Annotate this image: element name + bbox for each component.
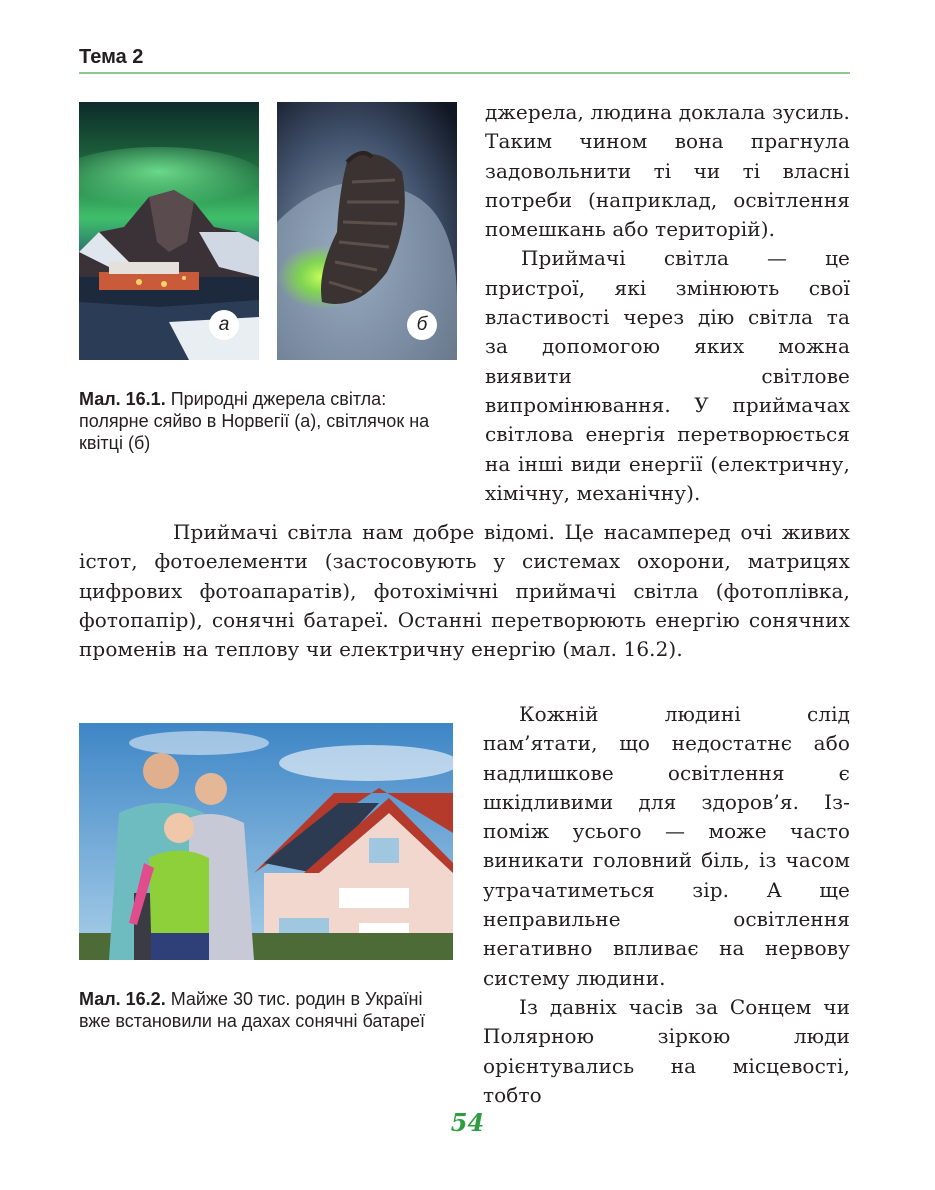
figure-16-2-caption: [79, 988, 429, 1032]
figure-16-1-text: Природні джерела світла: полярне сяйво в Норвегії (а), світлячок на квітці (б): [79, 389, 430, 453]
badge-b: б: [407, 310, 437, 340]
page-number: 54: [450, 1108, 485, 1137]
paragraph-1: джерела, людина доклала зусиль. Таким чином вона прагнула задовольнити ті чи ті власні потреби (наприклад, освітлення помешкань або територій).: [485, 100, 850, 242]
full-width-paragraph: [79, 518, 850, 664]
figure-16-2-text: Майже 30 тис. родин в Україні вже встановили на дахах сонячні батареї: [79, 989, 426, 1031]
figure-16-1-caption: [79, 388, 449, 454]
topic-label: Тема 2: [79, 46, 144, 68]
aurora-photo: [79, 102, 259, 360]
paragraph-4: Кожній людині слід пам’ятати, що недостатнє або надлишкове освітлення є шкідливими для здоров’я. Із-поміж усього — може часто виникати головний біль, із часом утрачатиметься зір. А ще неправильне освітлення негативно впливає на нервову систему людини.: [483, 702, 850, 990]
right-column-bottom: [483, 700, 850, 1110]
family-solar-photo: [79, 723, 453, 960]
paragraph-2: Приймачі світла — це пристрої, які змінюють свої властивості через дію світла та за допомогою яких можна виявити світлове випромінювання. У приймачах світлова енергія перетворюється на інші види енергії (електричну, хімічну, механічну).: [485, 246, 850, 505]
paragraph-5: Із давніх часів за Сонцем чи Полярною зіркою люди орієнтувались на місцевості, тобто: [483, 994, 850, 1107]
paragraph-3: Приймачі світла нам добре відомі. Це насамперед очі живих істот, фотоелементи (застосовують у системах охорони, матрицях цифрових фотоапаратів), фотохімічні приймачі світла (фотоплівка, фотопапір), сонячні батареї. Останні перетворюють енергію сонячних променів на теплову чи електричну енергію (мал. 16.2).: [79, 520, 850, 662]
right-column-top: [485, 98, 850, 508]
badge-a: а: [209, 310, 239, 340]
page-header: [79, 42, 850, 74]
figure-16-1-label: Мал. 16.1.: [79, 389, 166, 409]
firefly-photo: [277, 102, 457, 360]
figure-16-2-label: Мал. 16.2.: [79, 989, 166, 1009]
